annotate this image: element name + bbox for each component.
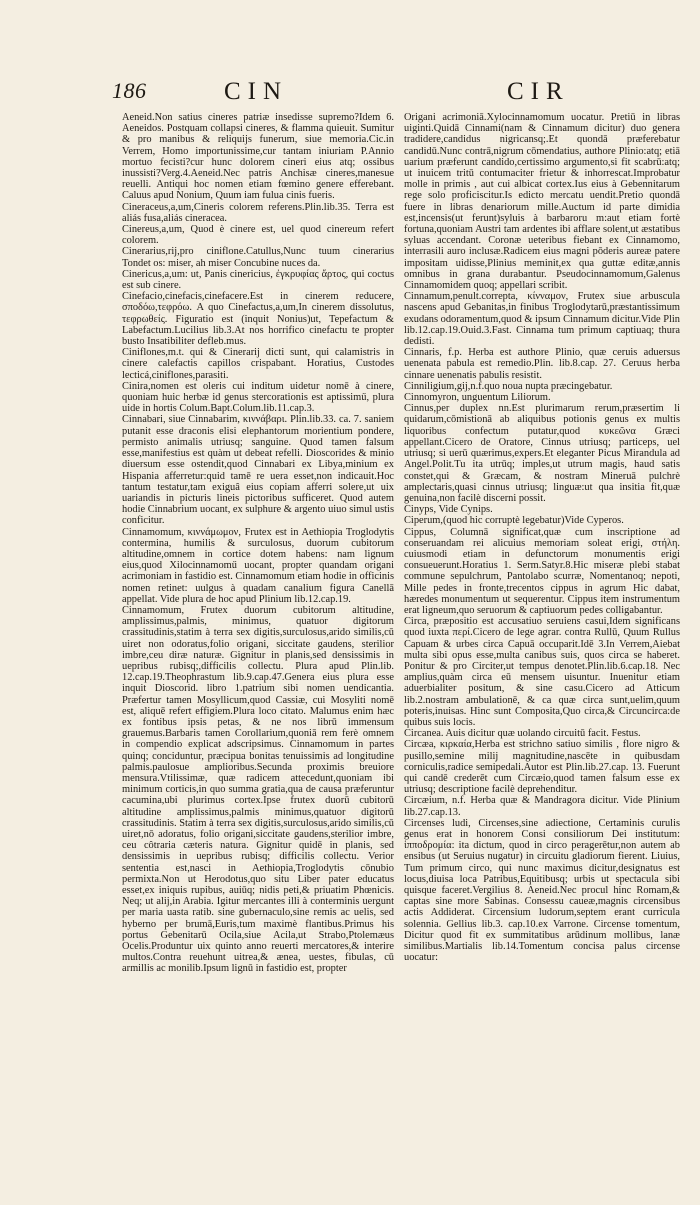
entry-cineraceus: Cineraceus,a,um,Cineris colorem referens.Plin.lib.35. Terra est aliás fusa,aliás cineracea. xyxy=(122,201,394,224)
entry-cinerarius: Cinerarius,rij,pro ciniflone.Catullus,Nunc tuum cinerarius Tondet os: miser, ah miser Concubine nuces da. xyxy=(122,246,394,269)
entry-circaeium: Circæium, n.f. Herba quæ & Mandragora dicitur. Vide Plinium lib.27.cap.13. xyxy=(404,795,680,818)
page-number: 186 xyxy=(112,78,147,103)
entry-cinnamomum-2: Cinnamomum, Frutex duorum cubitorum altitudine, amplissimus,palmis, minimus, quatuor digitorum crassitudinis,statim à terra sex digitis,surculosus,arido similis,cū uiret non odoratus,folio origani, siccitate gaudens, sterilior imbre,ceu diræ naturæ. Gignitur in planis,sed densissimis in uepribus rubisq;,difficilis collectu. Plura apud Plin.lib. 12.cap.19.Theophrastum lib.9.cap.47.Genera eius plura esse inquit Dioscorid. libro 1.patrium sibi nomen uendicantia. Præfertur tamen Mosyllicum,quod Cassiæ, cui Mosyliti nomē est, aliquē refert effigiem.Plura loco citato. Malumus enim hæc ex fontibus ipsis petas, & ne nos librū immensum grauemus.Barbaris tamen Corollarium,quoniā rem ferè omnem in compendio explicat adscripsimus. Cinnamomum in partes quinq; conciduntur, præcipua bonitas tenuissimis ad longitudine palmis.paulosue amplioribus.Secunda proximis breuiore mensura.Vtilissimæ, quæ radicem attecedunt,quoniam ibi minimum corticis,in quo summa gratia,qua de causa præferuntur cacumina,ubi plurimus cortex.Ipse frutex duorū cubitorū altitudine amplissimus,palmis minimus,quatuor digitorū crassitudinis. Statim à terra sex digitis,surculosus,arido similis,cū uiret,nō adoratus, folio origani,siccitate gaudens,sterilior imbre, ceu côtraria cæteris natura. Gignitur quidē in planis, sed densissimis in uepribus rubisq; difficilis collectu. Verior sententia est,nasci in Aethiopia,Troglodytis cōnubio permixta.Non ut Herodotus,quo situ Liber pater educatus esset,ex iniquis rupibus, auiūq; nidis peti,& priuatim Phœnicis. Neq; ut alij,in Arabia. Igitur mercantes illi à conterminis uergunt per maria uasta ratib. sine gubernaculo,sine remis ac uelis, sed hyberno per brumā,Euris,tum maximè flantibus.Primus his portus Gebenitarū Ocila,siue Acila,ut Strabo,Ptolemæus Ocelis.Produntur uix quinto anno reuerti mercatores,& interire multos.Contra reuehunt uitrea,& ænea, uestes, fibulas, cū armillis ac monilib.Ipsum lignū in fastidio est, propter xyxy=(122,604,394,975)
page-header xyxy=(112,78,687,112)
entry-cinnus: Cinnus,per duplex nn.Est plurimarum rerum,præsertim li quidarum,cōmistionā ab aliquibus potionis genus ex multis liquoribus confectum putatur,quod κυκεῶνα Græci appellant.Cicero de Oratore, Cinnus utriusq; particeps, uel utriusq; si uerū quærimus,expers.Et eleganter Picus Mirandula ad Angel.Polit.Tu ita utrūq; imples,ut utrum magis, haud satis constet,qui & Græcam, & nostram Mineruā pulchrè amplectaris,quasi cinnus utriusq; linguæ:ut qua insitia fit,quæ genuina,non facilè discerni possit. xyxy=(404,403,680,504)
running-head-left: CIN xyxy=(224,78,289,105)
entry-cinnamomum-continued: Origani acrimoniā.Xylocinnamomum uocatur. Pretiū in libras uiginti.Quidā Cinnami(nam & Cinnamum dicitur) duo genera tradidere,candidus nigricansq;.Et quondā præferebatur candidū.Nunc contrā,nigrum cōmendatius, authore Plinio:atq; etiā uarium præferunt candido,certissimo argumento,si fit scabrū:atq; ut inuicem tritū contumaciter frietur & inhorrescat.Improbatur molle in primis , aut cui albicat cortex.Ius eius à Gebennitarum rege solo proficiscitur.Is edicto mercatu uendit.Pretio quondā fuere in libras denariorum mille.Auctum id parte dimidia est,incensis(ut ferunt)syluis à barbaroru m:aut etiam fortè fortuna,quoniam Austri tam ardentes ibi afflare solent,ut æstatibus syluas accendant. Coronæ ueteribus fiebant ex Cinnamomo, interrasili auro inclusæ.Radicem eius magni pōderis aureæ patere impositam uidisse,Plinius meminit,ex qua guttæ editæ,annis omnibus in grana durabantur. Pseudocinnamomum,Galenus Cinnamomidem quoq; appellari scribit. xyxy=(404,112,680,292)
entry-cinyps: Cinyps, Vide Cynips. xyxy=(404,504,493,516)
entry-circanea: Circanea. Auis dicitur quæ uolando circuitū facit. Festus. xyxy=(404,728,641,740)
entry-cinnaris: Cinnaris, f.p. Herba est authore Plinio, quæ ceruis aduersus uenenata pabula est remedio.Plin. lib.8.cap. 27. Ceruus herba cinnare uenenatis pabulis resistit. xyxy=(404,347,680,381)
entry-cinniligium: Cinniligium,gij,n.f.quo noua nupta præcingebatur. xyxy=(404,380,613,392)
entry-cinnamum: Cinnamum,penult.correpta, κίνναμον, Frutex siue arbuscula nascens apud Gebanitas,in finibus Troglodytarū,præstantissimum exudans odoramentum,quod & ipsum Cinnamum dicitur.Vide Plin lib.12.cap.19.Ouid.3.Fast. Cinnama tum primum captiuaq; thura dedisti. xyxy=(404,291,680,348)
entry-cinnomyron: Cinnomyron, unguentum Liliorum. xyxy=(404,392,551,404)
entry-cinereus: Cinereus,a,um, Quod è cinere est, uel quod cinereum refert colorem. xyxy=(122,224,394,247)
entry-ciperum: Ciperum,(quod hic corruptè legebatur)Vide Cyperos. xyxy=(404,515,624,527)
running-head-right: CIR xyxy=(507,78,570,105)
entry-cinnamomum-1: Cinnamomum, κιννάμωμον, Frutex est in Aethiopia Troglodytis contermina, humilis & surculosus, duorum cubitorum altitudine,omnem in cortice dotem habens: nam lignum eius,quod Xilocinnamomű uocant, propter quandam origani acrimoniam in fastidio est. Cinnamomum etiam hodie in officinis nomen retinet: uulgus à quadam canalium figura Canellā appellat. Vide plura de hoc apud Plinium lib.12.cap.19. xyxy=(122,526,394,605)
entry-circaea: Circæa, κιρκαία,Herba est strichno satiuo similis , flore nigro & pusillo,semine milij magnitudine,nascēte in quibusdam corniculis,radice semipedali.Autor est Plin.lib.27.cap. 13. Fuerunt qui candē crederēt cum Circæio,quod tamen falsum esse ex utriusq; descriptione facilè deprehenditur. xyxy=(404,739,680,796)
entry-cinefacio: Cinefacio,cinefacis,cinefacere.Est in cinerem reducere, σποδόω,τεφρόω. A quo Cinefactus,a,um,In cinerem dissolutus, τεφρωθείς. Figuratio est (inquit Nonius)ut, Tepefactum & Labefactum.Lucilius lib.3.At nos horrifico cinefactu te propter busto Insatibiliter defleb.mus. xyxy=(122,291,394,348)
entry-ciniflones: Ciniflones,m.t. qui & Cinerarij dicti sunt, qui calamistris in cinere calefactis capillos crispabant. Horatius, Custodes lecticá,ciniflones,parasiti. xyxy=(122,347,394,381)
entry-cinis-continued: Aeneid.Non satius cineres patriæ insedisse supremo?Idem 6. Aeneidos. Postquam collapsi cineres, & flamma quieuit. Sumitur & pro manibus & reliquijs funerum, siue memoria.Cic.in Verrem, Homo importunissime,cur tantam iniuriam P.Annio mortuo fecisti?cur hunc dolorem cineri eius atq; ossibus inussisti?Verg.4.Aeneid.Nec patris Anchisæ cineres,manesue reuelli. Antiqui hoc nomen etiam fœmino genere efferebant. Caluus apud Nonium, Quum iam fulua cinis fueris. xyxy=(122,112,394,202)
left-column xyxy=(122,112,394,975)
entry-circa: Circa, præpositio est accusatiuo seruiens casui,Idem significans quod iuxta περί.Cicero de lege agrar. contra Rullū, Quum Rullus Capuam & urbes circa Capuā occuparit.Idē 3.In Verrem,Aiebat multa sibi opus esse,multa canibus suis, quos circa se haberet. Ponitur & pro Circiter,ut tempus denotet.Plin.lib.6.cap.18. Nec amplius,quàm circa eū mensem uisuntur. Inuenitur etiam aduerbialiter positum, & sine casu.Cicero ad Atticum lib.2.nostram ambulationē, & ca quæ circa sunt,uelim,quum poteris,inuisas. Hinc sunt Composita,Quo circa,& Circuncirca:de quibus suis locis. xyxy=(404,616,680,728)
entry-cinira: Cinira,nomen est oleris cui inditum uidetur nomē à cinere, quoniam huic herbæ id genus stercorationis est aptissimű, plura uide in hortis Colum.Bapt.Colum.lib.11.cap.3. xyxy=(122,380,394,415)
right-column xyxy=(404,112,680,963)
entry-cippus: Cippus, Columnā significat,quæ cum inscriptione ad conseruandam rei alicuius memoriam soleat erigi, στήλη. cuiusmodi etiam in defunctorum monumentis erigi consueuerunt.Horatius 1. Serm.Satyr.8.Hic miseræ plebi stabat commune sepulchrum, Pantolabo scurræ, Nomentanoq; nepoti, Mille pedes in fronte,trecentos cippus in agrum Hic dabat, hæredes monumentum ut sequerentur. Cippus item instrumentum erat ligneum,quo seruorum & captiuorum pedes colligabantur. xyxy=(404,526,680,616)
entry-circenses-ludi: Circenses ludi, Circenses,sine adiectione, Certaminis curulis genus erat in honorem Consi consiliorum Dei institutum: ἱπποδρομία: ita dictum, quod in circo peragerētur,non autem ab ensibus (ut Seruius nugatur) in circuitu gladiorum fierent. Liuius, Tum primum circo, qui nunc maximus dicitur,designatus est locus,diuisa loca Patribus,Equitibusq; urbis ut spectacula sibi quisque faceret.Vergilius 8. Aeneid.Nec procul hinc Romam,& captas sine more Sabinas. Consessu caueæ,magnis circensibus actis Addiderat. Circensium ludorum,septem erant curricula solennia. Gellius lib.3. cap.10.ex Varrone. Circense tomentum, Dicitur quod fit ex summitatibus arūdinum mollibus, lanæ similibus.Martialis lib.14.Tomentum concisa palus circense uocatur: xyxy=(404,817,680,964)
entry-cinnabari: Cinnabari, siue Cinnabarim, κιννάβαρι. Plin.lib.33. ca. 7. saniem putanit esse draconis elisi elephantorum morientium pondere, permisto animalis utriusq; sanguine. Quod tamen falsum esse,manifestius est quàm ut debeat refelli. Dioscorides & minio diuersum esse ostendit,quod Cinnabari ex Libya,minium ex Hispania afferretur:quid tamē re uera esset,non indicauit.Hoc tantum testatur,tam exiguâ eius copiam afferri solere,ut uix uariandis in picturis lineis pictoribus sufficeret. Quod autem hodie Cinnabrium uocant, ex sulphure & argento uiuo simul ustis conficitur. xyxy=(122,414,394,527)
entry-cinericus: Cinericus,a,um: ut, Panis cinericius, ἐγκρυφίας ἄρτος, qui coctus est sub cinere. xyxy=(122,268,394,292)
